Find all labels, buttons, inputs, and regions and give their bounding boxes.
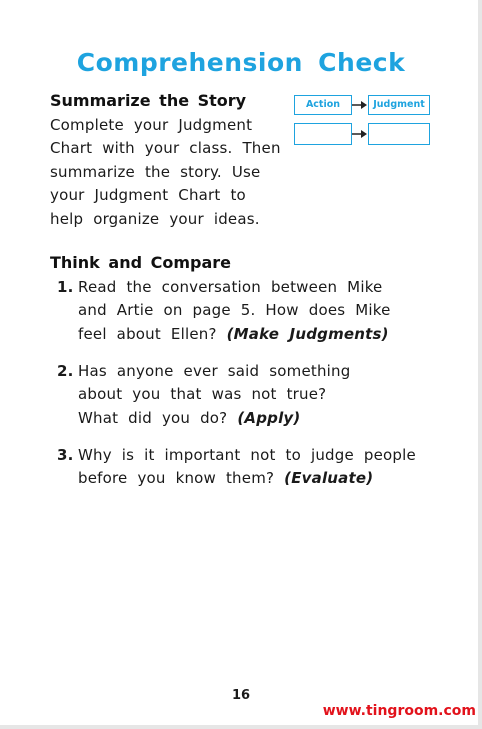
question-line: Why is it important not to judge people	[78, 446, 416, 464]
question-line: feel about Ellen?	[78, 324, 217, 343]
summarize-line: summarize the story. Use	[50, 162, 261, 181]
chart-header-judgment: Judgment	[368, 95, 430, 115]
page-number: 16	[231, 688, 251, 703]
summarize-line: your Judgment Chart to	[50, 186, 246, 205]
question-line: What did you do?	[78, 408, 228, 427]
question-line: and Artie on page 5. How does Mike	[78, 301, 391, 320]
question-2	[57, 360, 350, 430]
question-3	[57, 444, 416, 491]
question-number: 1.	[57, 278, 74, 296]
summarize-paragraph	[50, 114, 281, 231]
question-skill: (Evaluate)	[284, 469, 374, 488]
chart-cell-action	[294, 123, 352, 145]
summarize-line: Complete your Judgment	[50, 116, 253, 134]
question-1	[57, 276, 391, 346]
chart-cell-judgment	[368, 123, 430, 145]
question-number: 2.	[57, 362, 74, 380]
right-arrow-icon	[352, 99, 368, 111]
right-arrow-icon	[352, 128, 368, 140]
judgment-chart	[294, 95, 430, 147]
summarize-line: Chart with your class. Then	[50, 139, 281, 158]
summarize-line: help organize your ideas.	[50, 209, 260, 228]
chart-header-action: Action	[294, 95, 352, 115]
question-line: Has anyone ever said something	[78, 362, 351, 380]
question-number: 3.	[57, 446, 74, 464]
think-heading: Think and Compare	[50, 253, 231, 272]
question-skill: (Make Judgments)	[226, 324, 389, 343]
page-title: Comprehension Check	[76, 48, 406, 77]
question-line: before you know them?	[78, 469, 275, 488]
question-skill: (Apply)	[237, 408, 301, 427]
summarize-heading: Summarize the Story	[50, 91, 247, 110]
watermark: www.tingroom.com	[322, 703, 476, 719]
question-line: Read the conversation between Mike	[78, 278, 383, 296]
question-line: about you that was not true?	[78, 385, 327, 404]
